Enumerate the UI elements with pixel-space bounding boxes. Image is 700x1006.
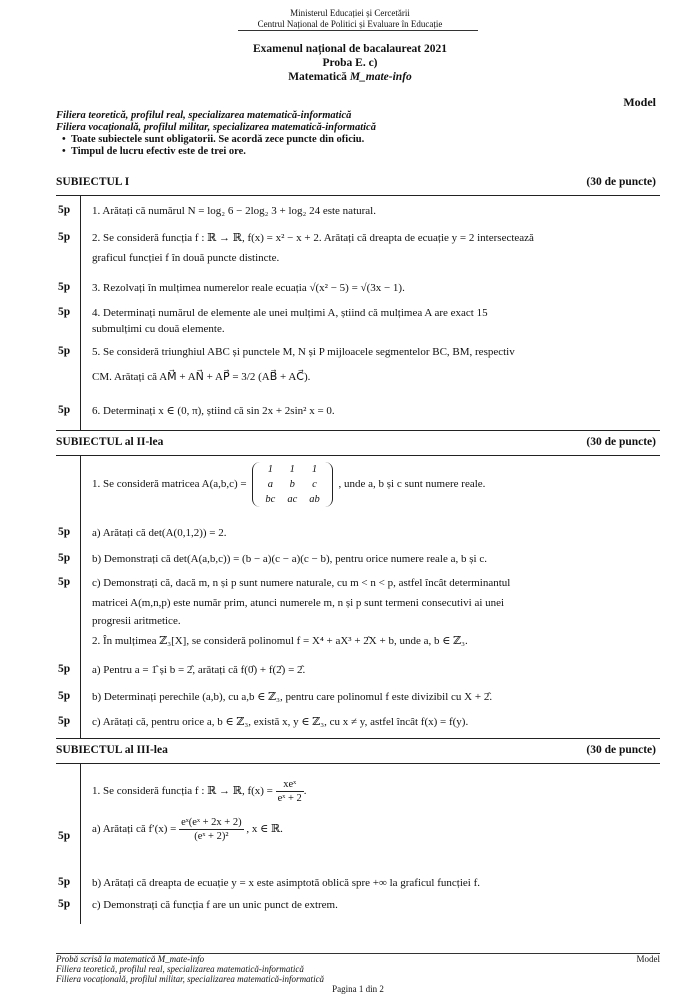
fraction-denominator: (eˣ + 2)² <box>194 831 229 842</box>
section-2-points: (30 de puncte) <box>586 436 656 448</box>
model-label: Model <box>623 95 656 109</box>
matrix-intro: 1. Se consideră matricea A(a,b,c) = <box>92 478 247 491</box>
section-1-heading <box>56 176 656 188</box>
s2-item-1b: b) Demonstrați că det(A(a,b,c)) = (b − a)(c − a)(c − b), pentru orice numere reale a, b și c. <box>92 553 487 565</box>
matrix-cell: a <box>267 479 273 490</box>
s1-item-5b: CM. Arătați că AM⃗ + AN⃗ + AP⃗ = 3/2 (AB⃗ + AC⃗). <box>92 371 311 383</box>
points-s1-2: 5p <box>58 231 71 243</box>
matrix-intro-tail: , unde a, b și c sunt numere reale. <box>338 478 486 491</box>
s3-item-c: c) Demonstrați că funcția f are un unic punct de extrem. <box>92 899 338 911</box>
matrix-cell: ac <box>287 494 298 505</box>
footer-line-1: Probă scrisă la matematică M_mate-info <box>56 954 205 964</box>
points-s1-3: 5p <box>58 281 71 293</box>
section-2-box <box>56 455 660 739</box>
exam-title: Examenul național de bacalaureat 2021 <box>252 43 448 55</box>
page-header <box>0 8 700 30</box>
matrix-cell: ab <box>309 494 320 505</box>
s3-function-fraction <box>276 778 304 805</box>
section-3-heading <box>56 744 656 756</box>
bullet-2-text: Timpul de lucru efectiv este de trei ore. <box>70 146 246 157</box>
s2-item-1c-3: progresii aritmetice. <box>92 615 181 627</box>
section-1-points: (30 de puncte) <box>586 176 656 188</box>
matrix-cell: bc <box>265 494 276 505</box>
s1-item-3: 3. Rezolvați în mulțimea numerelor reale ecuația √(x² − 5) = √(3x − 1). <box>92 282 405 294</box>
s1-item-2b: graficul funcției f în două puncte distincte. <box>92 252 280 264</box>
s1-item-6: 6. Determinați x ∈ (0, π), știind că sin 2x + 2sin² x = 0. <box>92 405 335 417</box>
s2-item-2b: b) Determinați perechile (a,b), cu a,b ∈ ℤ₃, pentru care polinomul f este divizibil cu X + 2̂. <box>92 691 493 703</box>
exam-subject <box>0 70 700 84</box>
s2-item-1c-2: matricei A(m,n,p) este număr prim, atunci numerele m, n și p sunt termeni consecutivi ai unei <box>92 597 505 609</box>
s1-item-4b: submulțimi cu două elemente. <box>92 323 225 335</box>
section-3-points: (30 de puncte) <box>586 744 656 756</box>
exam-title-block <box>0 42 700 84</box>
center-name: Centrul Național de Politici și Evaluare în Educație <box>257 19 443 29</box>
s3-item-b: b) Arătați că dreapta de ecuație y = x este asimptotă oblică spre +∞ la graficul funcției f. <box>92 877 480 889</box>
s2-item-1c-1: c) Demonstrați că, dacă m, n și p sunt numere naturale, cu m < n < p, astfel încât determinantul <box>92 577 511 589</box>
instructions <box>56 110 376 158</box>
s2-problem-1-intro <box>92 462 657 507</box>
section-3-title: SUBIECTUL al III-lea <box>56 744 168 756</box>
matrix-cell: b <box>289 479 295 490</box>
filiera-line-1: Filiera teoretică, profilul real, specializarea matematică-informatică <box>56 110 352 121</box>
s3-problem-intro: 1. Se consideră funcția f : ℝ → ℝ, f(x) = $\frac{\text{xeˣ}}{\text{eˣ + 2}}$ . <box>92 779 307 804</box>
points-s2-2b: 5p <box>58 690 71 702</box>
footer-line-2: Filiera teoretică, profilul real, specializarea matematică-informatică <box>56 964 304 974</box>
s2-problem-2-intro: 2. În mulțimea ℤ₃[X], se consideră polinomul f = X⁴ + aX³ + 2̂X + b, unde a, b ∈ ℤ₃. <box>92 635 468 647</box>
page-footer <box>56 953 660 994</box>
instruction-bullet-2: • Timpul de lucru efectiv este de trei ore. <box>62 146 246 157</box>
s1-item-4a: 4. Determinați numărul de elemente ale unei mulțimi A, știind că mulțimea A are exact 15 <box>92 307 488 319</box>
s1-item-5a: 5. Se consideră triunghiul ABC și punctele M, N și P mijloacele segmentelor BC, BM, respectiv <box>92 346 515 358</box>
points-s1-4: 5p <box>58 306 71 318</box>
section-2-heading <box>56 436 656 448</box>
instruction-bullet-1: • Toate subiectele sunt obligatorii. Se acordă zece puncte din oficiu. <box>62 134 365 145</box>
matrix-A <box>252 462 332 507</box>
exam-proba: Proba E. c) <box>322 57 378 69</box>
points-s2-1c: 5p <box>58 576 71 588</box>
s1-item-1: 1. Arătați că numărul N = log₂ 6 − 2log₂ 3 + log₂ 24 este natural. <box>92 205 376 217</box>
s3-intro-text: 1. Se consideră funcția f : ℝ → ℝ, f(x) = <box>92 785 273 798</box>
points-s1-6: 5p <box>58 404 71 416</box>
points-s1-5: 5p <box>58 345 71 357</box>
matrix-cell: 1 <box>289 464 295 475</box>
subject-name: M_mate-info <box>349 71 412 83</box>
points-s3-b: 5p <box>58 876 71 888</box>
points-s3-c: 5p <box>58 898 71 910</box>
s3-a-text: a) Arătați că f′(x) = <box>92 823 177 836</box>
s2-item-1a: a) Arătați că det(A(0,1,2)) = 2. <box>92 527 227 539</box>
s3-item-a <box>92 816 657 843</box>
filiera-line-2: Filiera vocațională, profilul militar, specializarea matematică-informatică <box>56 122 376 133</box>
s2-item-2a: a) Pentru a = 1̂ și b = 2̂, arătați că f(0̂) + f(2̂) = 2̂. <box>92 664 306 676</box>
points-s2-2a: 5p <box>58 663 71 675</box>
points-s2-1a: 5p <box>58 526 71 538</box>
header-divider <box>238 30 478 31</box>
matrix-cell: 1 <box>311 464 318 475</box>
fraction-denominator: eˣ + 2 <box>277 793 302 804</box>
page-number: Pagina 1 din 2 <box>332 984 384 994</box>
derivative-fraction <box>179 816 243 843</box>
subject-prefix: Matematică <box>288 71 350 83</box>
s3-a-tail: , x ∈ ℝ. <box>246 823 283 836</box>
fraction-numerator: xeˣ <box>276 778 304 792</box>
section-1-box <box>56 195 660 431</box>
s2-item-2c: c) Arătați că, pentru orice a, b ∈ ℤ₃, există x, y ∈ ℤ₃, cu x ≠ y, astfel încât f(x) = f(y). <box>92 716 469 728</box>
ministry-name: Ministerul Educației și Cercetării <box>290 8 410 18</box>
points-s2-2c: 5p <box>58 715 71 727</box>
matrix-cell: 1 <box>267 464 273 475</box>
points-s2-1b: 5p <box>58 552 71 564</box>
section-3-box <box>56 763 660 924</box>
points-s1-1: 5p <box>58 204 71 216</box>
fraction-numerator: eˣ(eˣ + 2x + 2) <box>181 817 242 828</box>
section-1-title: SUBIECTUL I <box>56 176 130 188</box>
footer-line-3: Filiera vocațională, profilul militar, specializarea matematică-informatică <box>56 974 325 984</box>
points-s3-a: 5p <box>58 830 71 842</box>
bullet-1-text: Toate subiectele sunt obligatorii. Se acordă zece puncte din oficiu. <box>70 134 365 145</box>
section-2-title: SUBIECTUL al II-lea <box>56 436 164 448</box>
s1-item-2a: 2. Se consideră funcția f : ℝ → ℝ, f(x) = x² − x + 2. Arătați că dreapta de ecuație y = 2 intersectează <box>92 232 534 244</box>
footer-model: Model <box>636 954 660 964</box>
matrix-cell: c <box>312 479 317 490</box>
